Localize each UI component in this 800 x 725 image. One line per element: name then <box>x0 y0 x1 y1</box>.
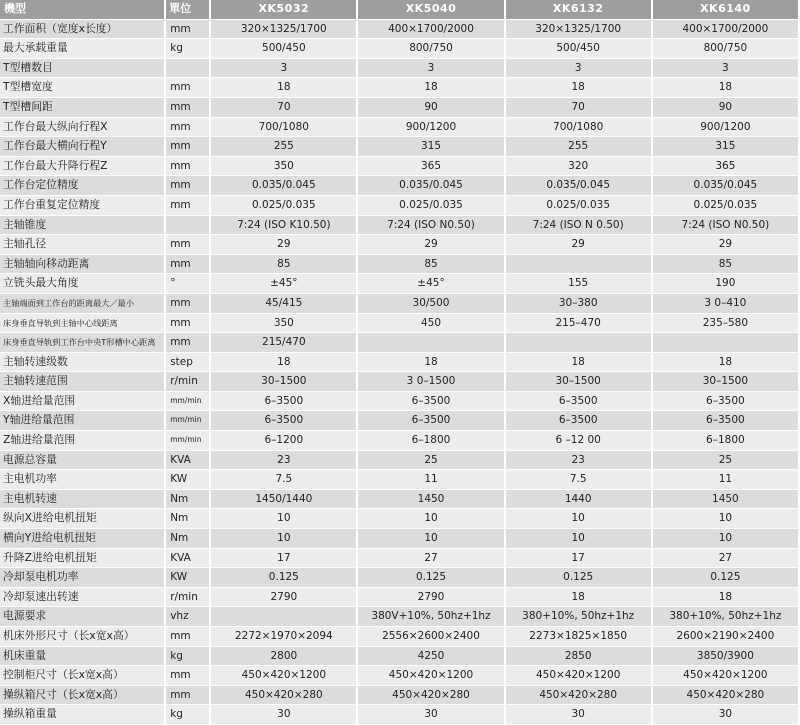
spec-value-cell: 85 <box>653 255 800 275</box>
table-row <box>0 411 800 431</box>
spec-name-cell: 电源要求 <box>0 607 166 627</box>
spec-value-cell: 155 <box>506 274 653 294</box>
spec-name-cell: 升降Z进给电机扭矩 <box>0 549 166 569</box>
spec-value-cell: 18 <box>358 353 505 373</box>
spec-value-cell: 450×420×1200 <box>358 666 505 686</box>
spec-value-cell: 2272×1970×2094 <box>211 627 358 647</box>
spec-value-cell: 2790 <box>211 588 358 608</box>
spec-value-cell: 85 <box>211 255 358 275</box>
spec-value-cell: 3 <box>211 59 358 79</box>
spec-value-cell: 7.5 <box>211 470 358 490</box>
spec-value-cell: 2273×1825×1850 <box>506 627 653 647</box>
spec-unit-cell: KVA <box>166 451 211 471</box>
spec-value-cell: ±45° <box>211 274 358 294</box>
spec-value-cell: 29 <box>358 235 505 255</box>
table-row <box>0 59 800 79</box>
spec-name-cell: 控制柜尺寸（长x宽x高） <box>0 666 166 686</box>
spec-value-cell: 1450/1440 <box>211 490 358 510</box>
spec-unit-cell: kg <box>166 647 211 667</box>
spec-value-cell: 30 <box>506 705 653 725</box>
spec-value-cell: 700/1080 <box>506 118 653 138</box>
spec-value-cell: 18 <box>506 78 653 98</box>
spec-name-cell: 主电机转速 <box>0 490 166 510</box>
spec-value-cell: 6–3500 <box>211 411 358 431</box>
table-row <box>0 176 800 196</box>
spec-value-cell: 10 <box>211 529 358 549</box>
spec-name-cell: X轴进给量范围 <box>0 392 166 412</box>
model-xk5032-header: XK5032 <box>211 0 358 20</box>
spec-unit-cell: mm <box>166 118 211 138</box>
spec-value-cell: 500/450 <box>506 39 653 59</box>
spec-value-cell: 900/1200 <box>358 118 505 138</box>
spec-unit-cell <box>166 216 211 236</box>
spec-value-cell: 6–3500 <box>358 392 505 412</box>
table-row <box>0 509 800 529</box>
spec-value-cell: 11 <box>358 470 505 490</box>
spec-value-cell: 380+10%, 50hz+1hz <box>653 607 800 627</box>
spec-value-cell: 500/450 <box>211 39 358 59</box>
spec-unit-cell: mm <box>166 196 211 216</box>
spec-value-cell: 29 <box>211 235 358 255</box>
spec-value-cell: 0.035/0.045 <box>653 176 800 196</box>
spec-name-cell: 主轴转速范围 <box>0 372 166 392</box>
spec-value-cell: 0.025/0.035 <box>211 196 358 216</box>
spec-value-cell: 6–3500 <box>506 392 653 412</box>
spec-value-cell: 0.125 <box>211 568 358 588</box>
spec-value-cell: 1450 <box>653 490 800 510</box>
spec-value-cell: 1440 <box>506 490 653 510</box>
spec-value-cell: 0.025/0.035 <box>358 196 505 216</box>
spec-value-cell: 320×1325/1700 <box>506 20 653 40</box>
spec-value-cell: 450×420×280 <box>358 686 505 706</box>
spec-unit-cell: mm <box>166 255 211 275</box>
spec-name-cell: T型槽间距 <box>0 98 166 118</box>
table-row <box>0 470 800 490</box>
spec-name-cell: 立铣头最大角度 <box>0 274 166 294</box>
table-row <box>0 196 800 216</box>
spec-unit-cell: kg <box>166 39 211 59</box>
table-row <box>0 294 800 314</box>
spec-name-cell: T型槽宽度 <box>0 78 166 98</box>
spec-value-cell: 18 <box>506 588 653 608</box>
spec-value-cell <box>506 255 653 275</box>
spec-value-cell: 450×420×280 <box>653 686 800 706</box>
spec-value-cell: 190 <box>653 274 800 294</box>
spec-name-cell: 操纵箱重量 <box>0 705 166 725</box>
spec-unit-cell: mm <box>166 98 211 118</box>
spec-value-cell: 6–3500 <box>358 411 505 431</box>
spec-value-cell: 6 –12 00 <box>506 431 653 451</box>
spec-name-cell: 床身垂直导轨到主轴中心线距离 <box>0 314 166 334</box>
spec-value-cell: 30/500 <box>358 294 505 314</box>
spec-value-cell: 25 <box>358 451 505 471</box>
spec-value-cell: 2800 <box>211 647 358 667</box>
spec-unit-cell: mm <box>166 686 211 706</box>
spec-value-cell: 7.5 <box>506 470 653 490</box>
table-row <box>0 568 800 588</box>
spec-name-cell: 工作台定位精度 <box>0 176 166 196</box>
table-row <box>0 666 800 686</box>
spec-value-cell: 255 <box>506 137 653 157</box>
spec-name-cell: 最大承载重量 <box>0 39 166 59</box>
table-row <box>0 274 800 294</box>
spec-value-cell: 18 <box>653 588 800 608</box>
spec-name-cell: 主轴端面到工作台的距离最大／最小 <box>0 294 166 314</box>
table-row <box>0 314 800 334</box>
spec-unit-cell: mm <box>166 627 211 647</box>
spec-value-cell: 700/1080 <box>211 118 358 138</box>
table-row <box>0 333 800 353</box>
table-row <box>0 588 800 608</box>
spec-value-cell: 380V+10%, 50hz+1hz <box>358 607 505 627</box>
spec-value-cell: 255 <box>211 137 358 157</box>
spec-value-cell: 2790 <box>358 588 505 608</box>
table-row <box>0 686 800 706</box>
spec-value-cell: 350 <box>211 157 358 177</box>
spec-value-cell: 320 <box>506 157 653 177</box>
spec-name-cell: 主电机功率 <box>0 470 166 490</box>
spec-value-cell: 3 <box>506 59 653 79</box>
spec-name-cell: 冷却泵速出转速 <box>0 588 166 608</box>
spec-unit-cell: mm <box>166 20 211 40</box>
spec-unit-cell: mm <box>166 666 211 686</box>
spec-value-cell: 18 <box>211 78 358 98</box>
spec-value-cell: 6–3500 <box>506 411 653 431</box>
spec-value-cell: 450×420×1200 <box>653 666 800 686</box>
spec-name-cell: 横向Y进给电机扭矩 <box>0 529 166 549</box>
table-row <box>0 20 800 40</box>
table-row <box>0 372 800 392</box>
spec-value-cell: 3 0–410 <box>653 294 800 314</box>
spec-unit-cell: KW <box>166 568 211 588</box>
spec-unit-cell <box>166 59 211 79</box>
spec-value-cell: 315 <box>653 137 800 157</box>
spec-value-cell: ±45° <box>358 274 505 294</box>
spec-unit-cell: Nm <box>166 509 211 529</box>
spec-table-header <box>0 0 800 20</box>
spec-unit-cell: vhz <box>166 607 211 627</box>
spec-value-cell: 0.025/0.035 <box>506 196 653 216</box>
model-xk6132-header: XK6132 <box>506 0 653 20</box>
spec-unit-cell: KVA <box>166 549 211 569</box>
spec-value-cell: 25 <box>653 451 800 471</box>
spec-value-cell: 6–1200 <box>211 431 358 451</box>
spec-value-cell: 450×420×1200 <box>506 666 653 686</box>
spec-value-cell: 6–1800 <box>653 431 800 451</box>
spec-value-cell: 27 <box>358 549 505 569</box>
spec-value-cell: 30–1500 <box>211 372 358 392</box>
spec-value-cell: 0.125 <box>358 568 505 588</box>
spec-unit-cell: Nm <box>166 490 211 510</box>
spec-value-cell: 2556×2600×2400 <box>358 627 505 647</box>
spec-value-cell <box>358 333 505 353</box>
spec-value-cell: 450 <box>358 314 505 334</box>
spec-unit-cell: Nm <box>166 529 211 549</box>
table-row <box>0 235 800 255</box>
table-row <box>0 627 800 647</box>
table-row <box>0 255 800 275</box>
spec-value-cell: 3 <box>358 59 505 79</box>
spec-unit-cell: r/min <box>166 372 211 392</box>
spec-value-cell: 23 <box>506 451 653 471</box>
spec-name-cell: 主轴转速级数 <box>0 353 166 373</box>
spec-value-cell: 6–3500 <box>211 392 358 412</box>
table-row <box>0 137 800 157</box>
spec-value-cell: 10 <box>506 509 653 529</box>
spec-name-cell: Z轴进给量范围 <box>0 431 166 451</box>
spec-value-cell: 10 <box>653 529 800 549</box>
unit-header: 單位 <box>166 0 211 20</box>
spec-value-cell: 85 <box>358 255 505 275</box>
spec-value-cell: 2600×2190×2400 <box>653 627 800 647</box>
spec-value-cell: 1450 <box>358 490 505 510</box>
spec-name-cell: 操纵箱尺寸（长x宽x高） <box>0 686 166 706</box>
spec-unit-cell: step <box>166 353 211 373</box>
table-row <box>0 118 800 138</box>
spec-unit-cell: mm <box>166 333 211 353</box>
spec-value-cell: 365 <box>358 157 505 177</box>
spec-value-cell <box>653 333 800 353</box>
spec-value-cell: 90 <box>653 98 800 118</box>
spec-unit-cell: mm <box>166 235 211 255</box>
spec-value-cell: 400×1700/2000 <box>358 20 505 40</box>
spec-name-cell: 床身垂直导轨到工作台中央T形槽中心距离 <box>0 333 166 353</box>
spec-unit-cell: ° <box>166 274 211 294</box>
spec-value-cell: 30–1500 <box>653 372 800 392</box>
model-xk5040-header: XK5040 <box>358 0 505 20</box>
spec-unit-cell: mm <box>166 294 211 314</box>
spec-value-cell: 0.035/0.045 <box>506 176 653 196</box>
spec-unit-cell: mm/min <box>166 392 211 412</box>
spec-value-cell: 6–3500 <box>653 411 800 431</box>
spec-unit-cell: mm <box>166 314 211 334</box>
header-row <box>0 0 800 20</box>
spec-value-cell: 18 <box>358 78 505 98</box>
table-row <box>0 157 800 177</box>
spec-value-cell: 0.035/0.045 <box>211 176 358 196</box>
spec-value-cell: 18 <box>211 353 358 373</box>
spec-value-cell: 3850/3900 <box>653 647 800 667</box>
spec-value-cell: 450×420×280 <box>506 686 653 706</box>
spec-value-cell: 350 <box>211 314 358 334</box>
table-row <box>0 216 800 236</box>
spec-value-cell: 7:24 (ISO K10.50) <box>211 216 358 236</box>
table-row <box>0 490 800 510</box>
spec-name-cell: 工作台重复定位精度 <box>0 196 166 216</box>
spec-value-cell: 10 <box>211 509 358 529</box>
spec-value-cell: 450×420×1200 <box>211 666 358 686</box>
table-row <box>0 451 800 471</box>
spec-value-cell: 315 <box>358 137 505 157</box>
model-header: 機型 <box>0 0 166 20</box>
spec-unit-cell: mm <box>166 78 211 98</box>
table-row <box>0 431 800 451</box>
spec-value-cell: 450×420×280 <box>211 686 358 706</box>
spec-value-cell: 400×1700/2000 <box>653 20 800 40</box>
table-row <box>0 98 800 118</box>
spec-unit-cell: r/min <box>166 588 211 608</box>
spec-value-cell: 29 <box>653 235 800 255</box>
spec-value-cell <box>506 333 653 353</box>
table-row <box>0 78 800 98</box>
spec-value-cell: 17 <box>506 549 653 569</box>
spec-value-cell <box>211 607 358 627</box>
spec-value-cell: 18 <box>653 78 800 98</box>
spec-value-cell: 23 <box>211 451 358 471</box>
spec-name-cell: Y轴进给量范围 <box>0 411 166 431</box>
spec-unit-cell: kg <box>166 705 211 725</box>
spec-value-cell: 70 <box>211 98 358 118</box>
table-row <box>0 392 800 412</box>
spec-name-cell: 电源总容量 <box>0 451 166 471</box>
spec-value-cell: 3 <box>653 59 800 79</box>
spec-value-cell: 320×1325/1700 <box>211 20 358 40</box>
spec-value-cell: 70 <box>506 98 653 118</box>
table-row <box>0 39 800 59</box>
spec-value-cell: 10 <box>358 529 505 549</box>
spec-value-cell: 4250 <box>358 647 505 667</box>
spec-value-cell: 10 <box>358 509 505 529</box>
spec-unit-cell: KW <box>166 470 211 490</box>
table-row <box>0 549 800 569</box>
spec-name-cell: 工作台最大横向行程Y <box>0 137 166 157</box>
spec-value-cell: 18 <box>506 353 653 373</box>
spec-name-cell: 主轴轴向移动距离 <box>0 255 166 275</box>
spec-name-cell: T型槽数目 <box>0 59 166 79</box>
spec-value-cell: 0.125 <box>653 568 800 588</box>
spec-value-cell: 3 0–1500 <box>358 372 505 392</box>
spec-value-cell: 215–470 <box>506 314 653 334</box>
spec-value-cell: 900/1200 <box>653 118 800 138</box>
spec-value-cell: 11 <box>653 470 800 490</box>
spec-value-cell: 27 <box>653 549 800 569</box>
spec-value-cell: 380+10%, 50hz+1hz <box>506 607 653 627</box>
spec-value-cell: 90 <box>358 98 505 118</box>
spec-name-cell: 工作面积（宽度x长度） <box>0 20 166 40</box>
table-row <box>0 529 800 549</box>
spec-value-cell: 18 <box>653 353 800 373</box>
spec-value-cell: 7:24 (ISO N 0.50) <box>506 216 653 236</box>
spec-value-cell: 29 <box>506 235 653 255</box>
spec-value-cell: 800/750 <box>358 39 505 59</box>
spec-unit-cell: mm <box>166 137 211 157</box>
model-xk6140-header: XK6140 <box>653 0 800 20</box>
table-row <box>0 647 800 667</box>
spec-value-cell: 2850 <box>506 647 653 667</box>
spec-value-cell: 0.125 <box>506 568 653 588</box>
spec-name-cell: 工作台最大升降行程Z <box>0 157 166 177</box>
spec-value-cell: 10 <box>506 529 653 549</box>
spec-name-cell: 机床重量 <box>0 647 166 667</box>
spec-value-cell: 30–380 <box>506 294 653 314</box>
table-row <box>0 353 800 373</box>
spec-value-cell: 10 <box>653 509 800 529</box>
spec-unit-cell: mm <box>166 157 211 177</box>
spec-value-cell: 0.025/0.035 <box>653 196 800 216</box>
spec-value-cell: 215/470 <box>211 333 358 353</box>
spec-value-cell: 17 <box>211 549 358 569</box>
spec-unit-cell: mm/min <box>166 411 211 431</box>
table-row <box>0 705 800 725</box>
spec-value-cell: 235–580 <box>653 314 800 334</box>
spec-value-cell: 30 <box>653 705 800 725</box>
spec-value-cell: 30 <box>211 705 358 725</box>
spec-value-cell: 365 <box>653 157 800 177</box>
spec-unit-cell: mm/min <box>166 431 211 451</box>
spec-name-cell: 工作台最大纵向行程X <box>0 118 166 138</box>
spec-name-cell: 主轴孔径 <box>0 235 166 255</box>
spec-value-cell: 45/415 <box>211 294 358 314</box>
spec-unit-cell: mm <box>166 176 211 196</box>
spec-value-cell: 30 <box>358 705 505 725</box>
spec-value-cell: 7:24 (ISO N0.50) <box>358 216 505 236</box>
spec-name-cell: 机床外形尺寸（长x宽x高） <box>0 627 166 647</box>
spec-table-body <box>0 20 800 725</box>
spec-value-cell: 6–1800 <box>358 431 505 451</box>
spec-name-cell: 主轴锥度 <box>0 216 166 236</box>
spec-name-cell: 冷却泵电机功率 <box>0 568 166 588</box>
spec-value-cell: 30–1500 <box>506 372 653 392</box>
spec-value-cell: 800/750 <box>653 39 800 59</box>
spec-value-cell: 0.035/0.045 <box>358 176 505 196</box>
spec-value-cell: 6–3500 <box>653 392 800 412</box>
spec-name-cell: 纵向X进给电机扭矩 <box>0 509 166 529</box>
table-row <box>0 607 800 627</box>
spec-value-cell: 7:24 (ISO N0.50) <box>653 216 800 236</box>
